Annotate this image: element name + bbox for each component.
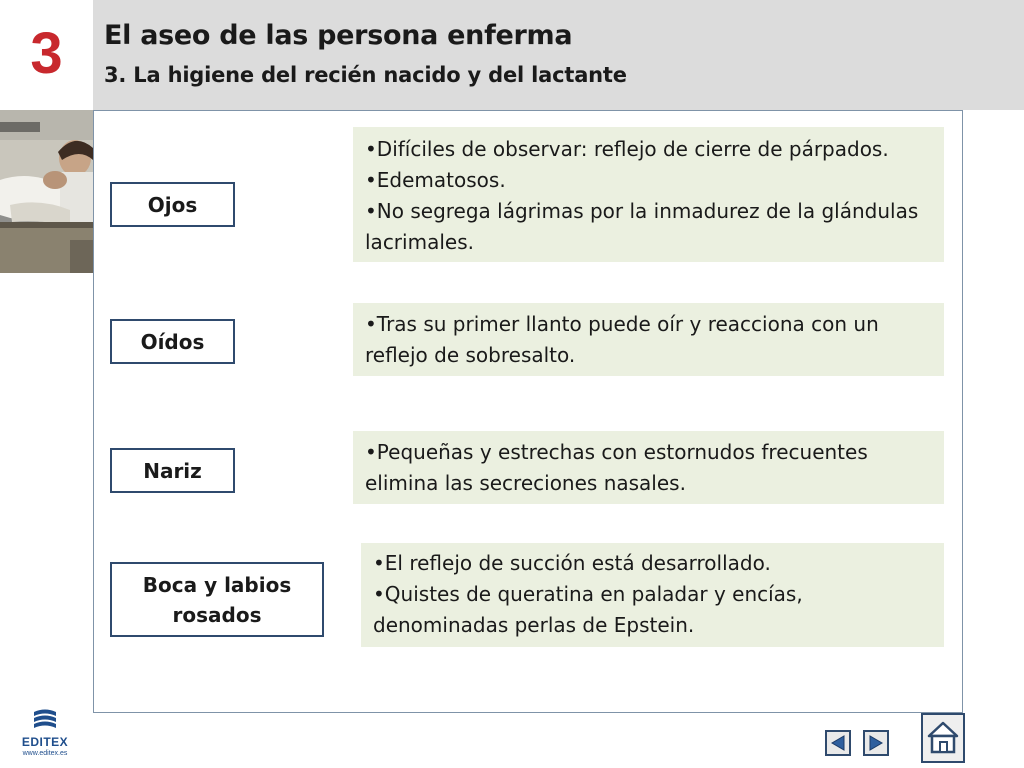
description-oidos-line-1: •Tras su primer llanto puede oír y reacciona con un reflejo de sobresalto. xyxy=(365,312,879,367)
description-boca xyxy=(361,543,944,647)
next-slide-button[interactable] xyxy=(863,730,889,756)
chapter-number: 3 xyxy=(30,20,63,86)
next-arrow-icon xyxy=(867,734,885,752)
home-button[interactable] xyxy=(921,713,965,763)
label-nariz-text: Nariz xyxy=(143,458,202,483)
description-nariz xyxy=(353,431,944,504)
label-boca-text: Boca y labios rosados xyxy=(142,572,292,627)
description-boca-line-2: •Quistes de queratina en paladar y encías, denominadas perlas de Epstein. xyxy=(373,582,803,637)
description-nariz-line-1: •Pequeñas y estrechas con estornudos frecuentes elimina las secreciones nasales. xyxy=(365,440,868,495)
home-icon xyxy=(926,720,960,756)
description-ojos-line-2: •Edematosos. xyxy=(365,168,506,192)
label-oidos-text: Oídos xyxy=(140,329,205,354)
chapter-badge xyxy=(0,0,93,110)
nurse-photo xyxy=(0,110,93,273)
description-boca-line-1: •El reflejo de succión está desarrollado. xyxy=(373,551,771,575)
label-oidos xyxy=(110,319,235,364)
page-title: El aseo de las persona enferma xyxy=(104,20,573,51)
label-ojos-text: Ojos xyxy=(147,192,198,217)
description-ojos-line-1: •Difíciles de observar: reflejo de cierre de párpados. xyxy=(365,137,889,161)
description-ojos xyxy=(353,127,944,262)
prev-slide-button[interactable] xyxy=(825,730,851,756)
label-boca xyxy=(110,562,324,637)
description-ojos-line-3: •No segrega lágrimas por la inmadurez de la glándulas lacrimales. xyxy=(365,199,919,254)
editex-logo xyxy=(14,708,76,764)
editex-logo-icon xyxy=(30,708,60,730)
label-ojos xyxy=(110,182,235,227)
label-nariz xyxy=(110,448,235,493)
logo-url-text: www.editex.es xyxy=(22,750,68,757)
page-subtitle: 3. La higiene del recién nacido y del lactante xyxy=(104,63,627,87)
description-oidos xyxy=(353,303,944,376)
logo-brand-text: EDITEX xyxy=(21,735,69,749)
nurse-photo-illustration xyxy=(0,110,93,273)
header-bar xyxy=(0,0,1024,110)
prev-arrow-icon xyxy=(829,734,847,752)
